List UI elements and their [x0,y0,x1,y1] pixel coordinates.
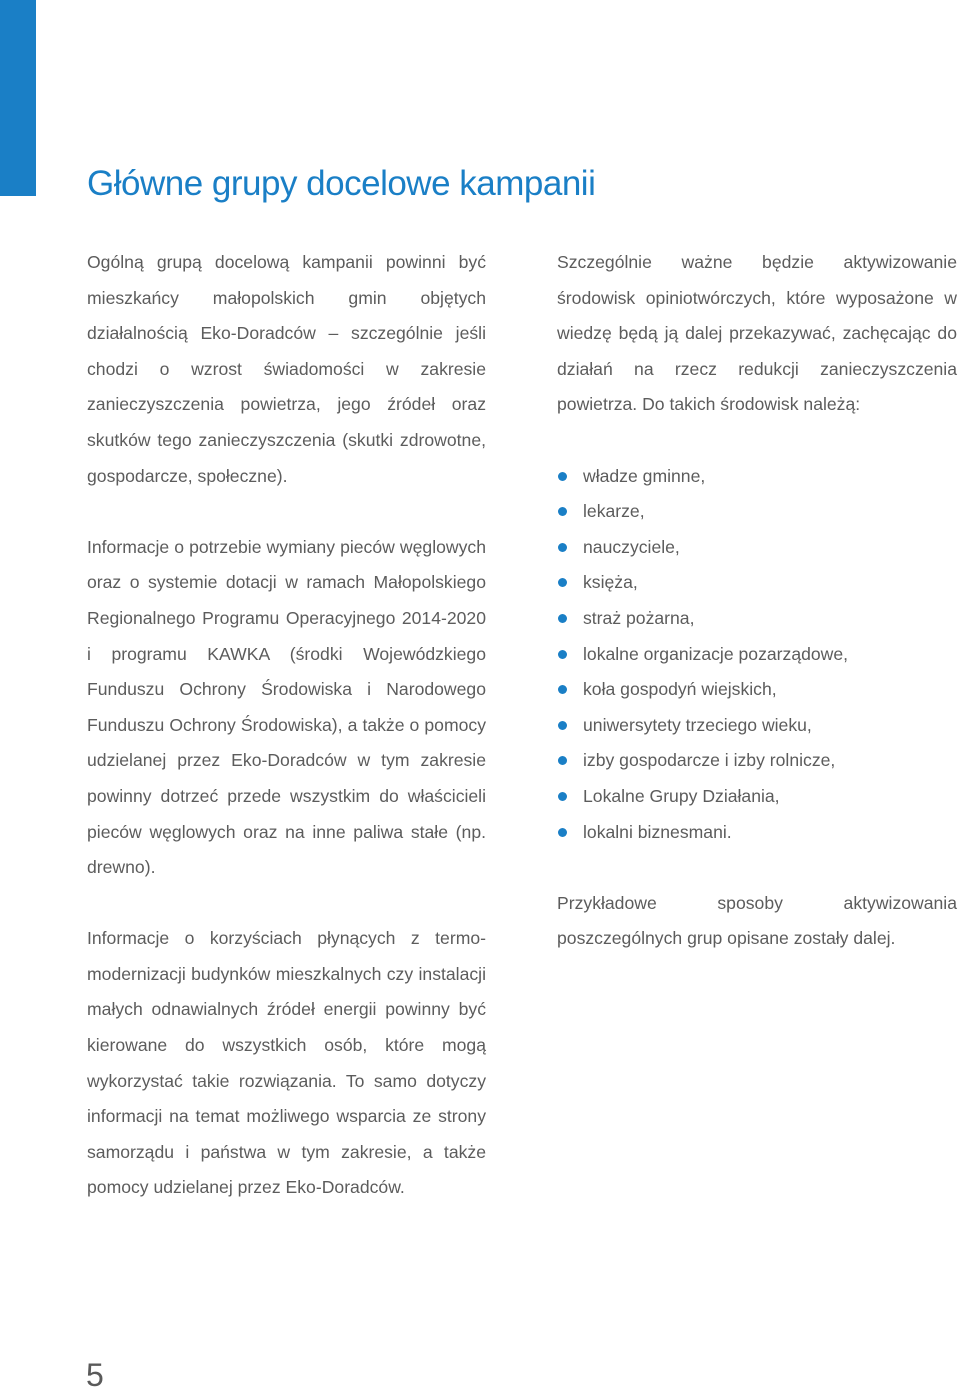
bullet-dot-icon [558,828,567,837]
list-item-label: straż pożarna, [583,607,695,628]
accent-bar [0,0,36,196]
list-item [557,459,957,495]
list-item [557,779,957,815]
paragraph-target-group: Ogólną grupą docelową kampanii powinni być mieszkańcy małopolskich gmin objętych działalnością Eko-Doradców – szczególnie jeśli chodzi o wzrost świadomości w zakresie zanieczyszczenia powietrza, jego źródeł oraz skutków tego zanieczyszczenia (skutki zdrowotne, gospodarcze, społeczne). [87,252,486,486]
bullet-dot-icon [558,792,567,801]
bullet-dot-icon [558,472,567,481]
bullet-dot-icon [558,543,567,552]
list-item [557,530,957,566]
list-item [557,743,957,779]
list-item [557,708,957,744]
list-item-label: koła gospodyń wiejskich, [583,679,777,700]
list-item [557,494,957,530]
bullet-dot-icon [558,756,567,765]
list-item-label: lokalne organizacje pozarządowe, [583,643,849,664]
list-item [557,672,957,708]
list-item-label: nauczyciele, [583,536,680,557]
list-item [557,815,957,851]
page-title: Główne grupy docelowe kampanii [87,164,596,203]
list-item-label: Lokalne Grupy Działania, [583,785,780,806]
bullet-dot-icon [558,650,567,659]
list-item-label: władze gminne, [583,465,706,486]
list-item [557,565,957,601]
list-item [557,637,957,673]
bullet-dot-icon [558,685,567,694]
right-column [557,245,957,957]
bullet-dot-icon [558,721,567,730]
list-item-label: lekarze, [583,501,645,522]
bullet-dot-icon [558,578,567,587]
list-item-label: lokalni biznesmani. [583,821,732,842]
left-column [87,245,486,1206]
list-item-label: uniwersytety trzeciego wieku, [583,714,812,735]
page-number: 5 [86,1357,104,1393]
opinion-groups-list [557,459,957,851]
list-item-label: księża, [583,572,638,593]
bullet-dot-icon [558,507,567,516]
paragraph-examples-note: Przykładowe sposoby aktywizowania poszczególnych grup opisane zostały dalej. [557,892,957,949]
list-item [557,601,957,637]
paragraph-thermomodernization: Informacje o korzyściach płynących z termomodernizacji budynków mieszkalnych czy instalacji małych odnawialnych źródeł energii powinny być kierowane do wszystkich osób, które mogą wykorzystać takie rozwiązania. To samo dotyczy informacji na temat możliwego wsparcia ze strony samorządu i państwa w tym zakresie, a także pomocy udzielanej przez Eko-Doradców. [87,928,486,1198]
bullet-dot-icon [558,614,567,623]
paragraph-opinion-circles: Szczególnie ważne będzie aktywizowanie środowisk opiniotwórczych, które wyposażone w wiedzę będą ją dalej przekazywać, zachęcając do działań na rzecz redukcji zanieczyszczenia powietrza. Do takich środowisk należą: [557,252,957,415]
paragraph-stove-replacement: Informacje o potrzebie wymiany pieców węglowych oraz o systemie dotacji w ramach Małopolskiego Regionalnego Programu Operacyjnego 2014-2020 i programu KAWKA (środki Wojewódzkiego Funduszu Ochrony Środowiska i Narodowego Funduszu Ochrony Środowiska), a także o pomocy udzielanej przez Eko-Doradców w tym zakresie powinny dotrzeć przede wszystkim do właścicieli pieców węglowych oraz na inne paliwa stałe (np. drewno). [87,536,486,878]
list-item-label: izby gospodarcze i izby rolnicze, [583,750,836,771]
